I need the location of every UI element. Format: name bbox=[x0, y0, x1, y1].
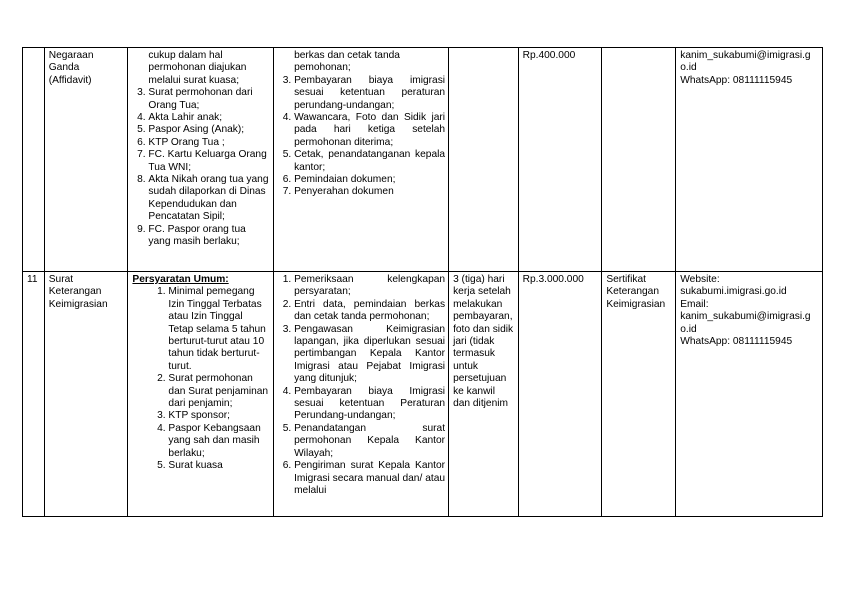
row-number: 11 bbox=[23, 272, 45, 517]
time-cell bbox=[449, 48, 519, 272]
product-cell bbox=[602, 48, 676, 272]
list-item: 1. Pemeriksaan kelengkapan persyaratan; bbox=[294, 274, 445, 299]
list-item: 2. Entri data, pemindaian berkas dan cetak tanda permohonan; bbox=[294, 299, 445, 324]
list-item: 9. FC. Paspor orang tua yang masih berlaku; bbox=[148, 224, 270, 249]
contact-cell: kanim_sukabumi@imigrasi.go.id WhatsApp: 08111115945 bbox=[676, 48, 823, 272]
list-item: 7. FC. Kartu Keluarga Orang Tua WNI; bbox=[148, 149, 270, 174]
list-item: 6. KTP Orang Tua ; bbox=[148, 137, 270, 149]
requirements-list bbox=[132, 286, 270, 472]
list-item: 1. Minimal pemegang Izin Tinggal Terbatas atau Izin Tinggal Tetap selama 5 tahun berturut-turut atau 10 tahun tidak berturut-turut. bbox=[168, 286, 270, 373]
list-item: 5. Surat kuasa bbox=[168, 460, 270, 472]
table-row bbox=[23, 48, 823, 272]
list-item: 4. Paspor Kebangsaan yang sah dan masih berlaku; bbox=[168, 423, 270, 460]
service-name: Negaraan Ganda (Affidavit) bbox=[44, 48, 128, 272]
procedure-list bbox=[278, 75, 445, 199]
table-row bbox=[23, 272, 823, 517]
contact-cell: Website: sukabumi.imigrasi.go.id Email: kanim_sukabumi@imigrasi.go.id WhatsApp: 08111115945 bbox=[676, 272, 823, 517]
list-item: 6. Pengiriman surat Kepala Kantor Imigrasi secara manual dan/ atau melalui bbox=[294, 460, 445, 497]
procedure-continued: berkas dan cetak tanda pemohonan; bbox=[294, 50, 400, 74]
list-item: 4. Pembayaran biaya Imigrasi sesuai ketentuan Peraturan Perundang-undangan; bbox=[294, 386, 445, 423]
list-item: 3. Pembayaran biaya imigrasi sesuai ketentuan peraturan perundang-undangan; bbox=[294, 75, 445, 112]
service-table bbox=[22, 47, 823, 517]
service-name: Surat Keterangan Keimigrasian bbox=[44, 272, 128, 517]
procedure-cell bbox=[274, 48, 449, 272]
list-item: 4. Wawancara, Foto dan Sidik jari pada hari ketiga setelah permohonan diterima; bbox=[294, 112, 445, 149]
list-item: 5. Paspor Asing (Anak); bbox=[148, 124, 270, 136]
requirements-list bbox=[132, 87, 270, 248]
list-item: 7. Penyerahan dokumen bbox=[294, 186, 445, 198]
list-item: 5. Penandatangan surat permohonan Kepala Kantor Wilayah; bbox=[294, 423, 445, 460]
time-cell: 3 (tiga) hari kerja setelah melakukan pembayaran, foto dan sidik jari (tidak termasuk untuk persetujuan ke kanwil dan ditjenim bbox=[449, 272, 519, 517]
cost-cell: Rp.400.000 bbox=[518, 48, 602, 272]
requirements-heading: Persyaratan Umum: bbox=[132, 274, 229, 285]
list-item: 3. Surat permohonan dari Orang Tua; bbox=[148, 87, 270, 112]
list-item: 2. Surat permohonan dan Surat penjaminan dari penjamin; bbox=[168, 373, 270, 410]
procedure-cell bbox=[274, 272, 449, 517]
requirements-cell bbox=[128, 48, 274, 272]
cost-cell: Rp.3.000.000 bbox=[518, 272, 602, 517]
procedure-list bbox=[278, 274, 445, 497]
list-item: 4. Akta Lahir anak; bbox=[148, 112, 270, 124]
row-number bbox=[23, 48, 45, 272]
requirements-continued: cukup dalam hal permohonan diajukan melalui surat kuasa; bbox=[148, 50, 247, 86]
list-item: 3. KTP sponsor; bbox=[168, 410, 270, 422]
requirements-cell bbox=[128, 272, 274, 517]
list-item: 3. Pengawasan Keimigrasian lapangan, jika diperlukan sesuai pertimbangan Kepala Kantor Imigrasi atau Pejabat Imigrasi yang ditunjuk; bbox=[294, 324, 445, 386]
list-item: 8. Akta Nikah orang tua yang sudah dilaporkan di Dinas Kependudukan dan Pencatatan Sipil; bbox=[148, 174, 270, 224]
list-item: 5. Cetak, penandatanganan kepala kantor; bbox=[294, 149, 445, 174]
product-cell: Sertifikat Keterangan Keimigrasian bbox=[602, 272, 676, 517]
list-item: 6. Pemindaian dokumen; bbox=[294, 174, 445, 186]
